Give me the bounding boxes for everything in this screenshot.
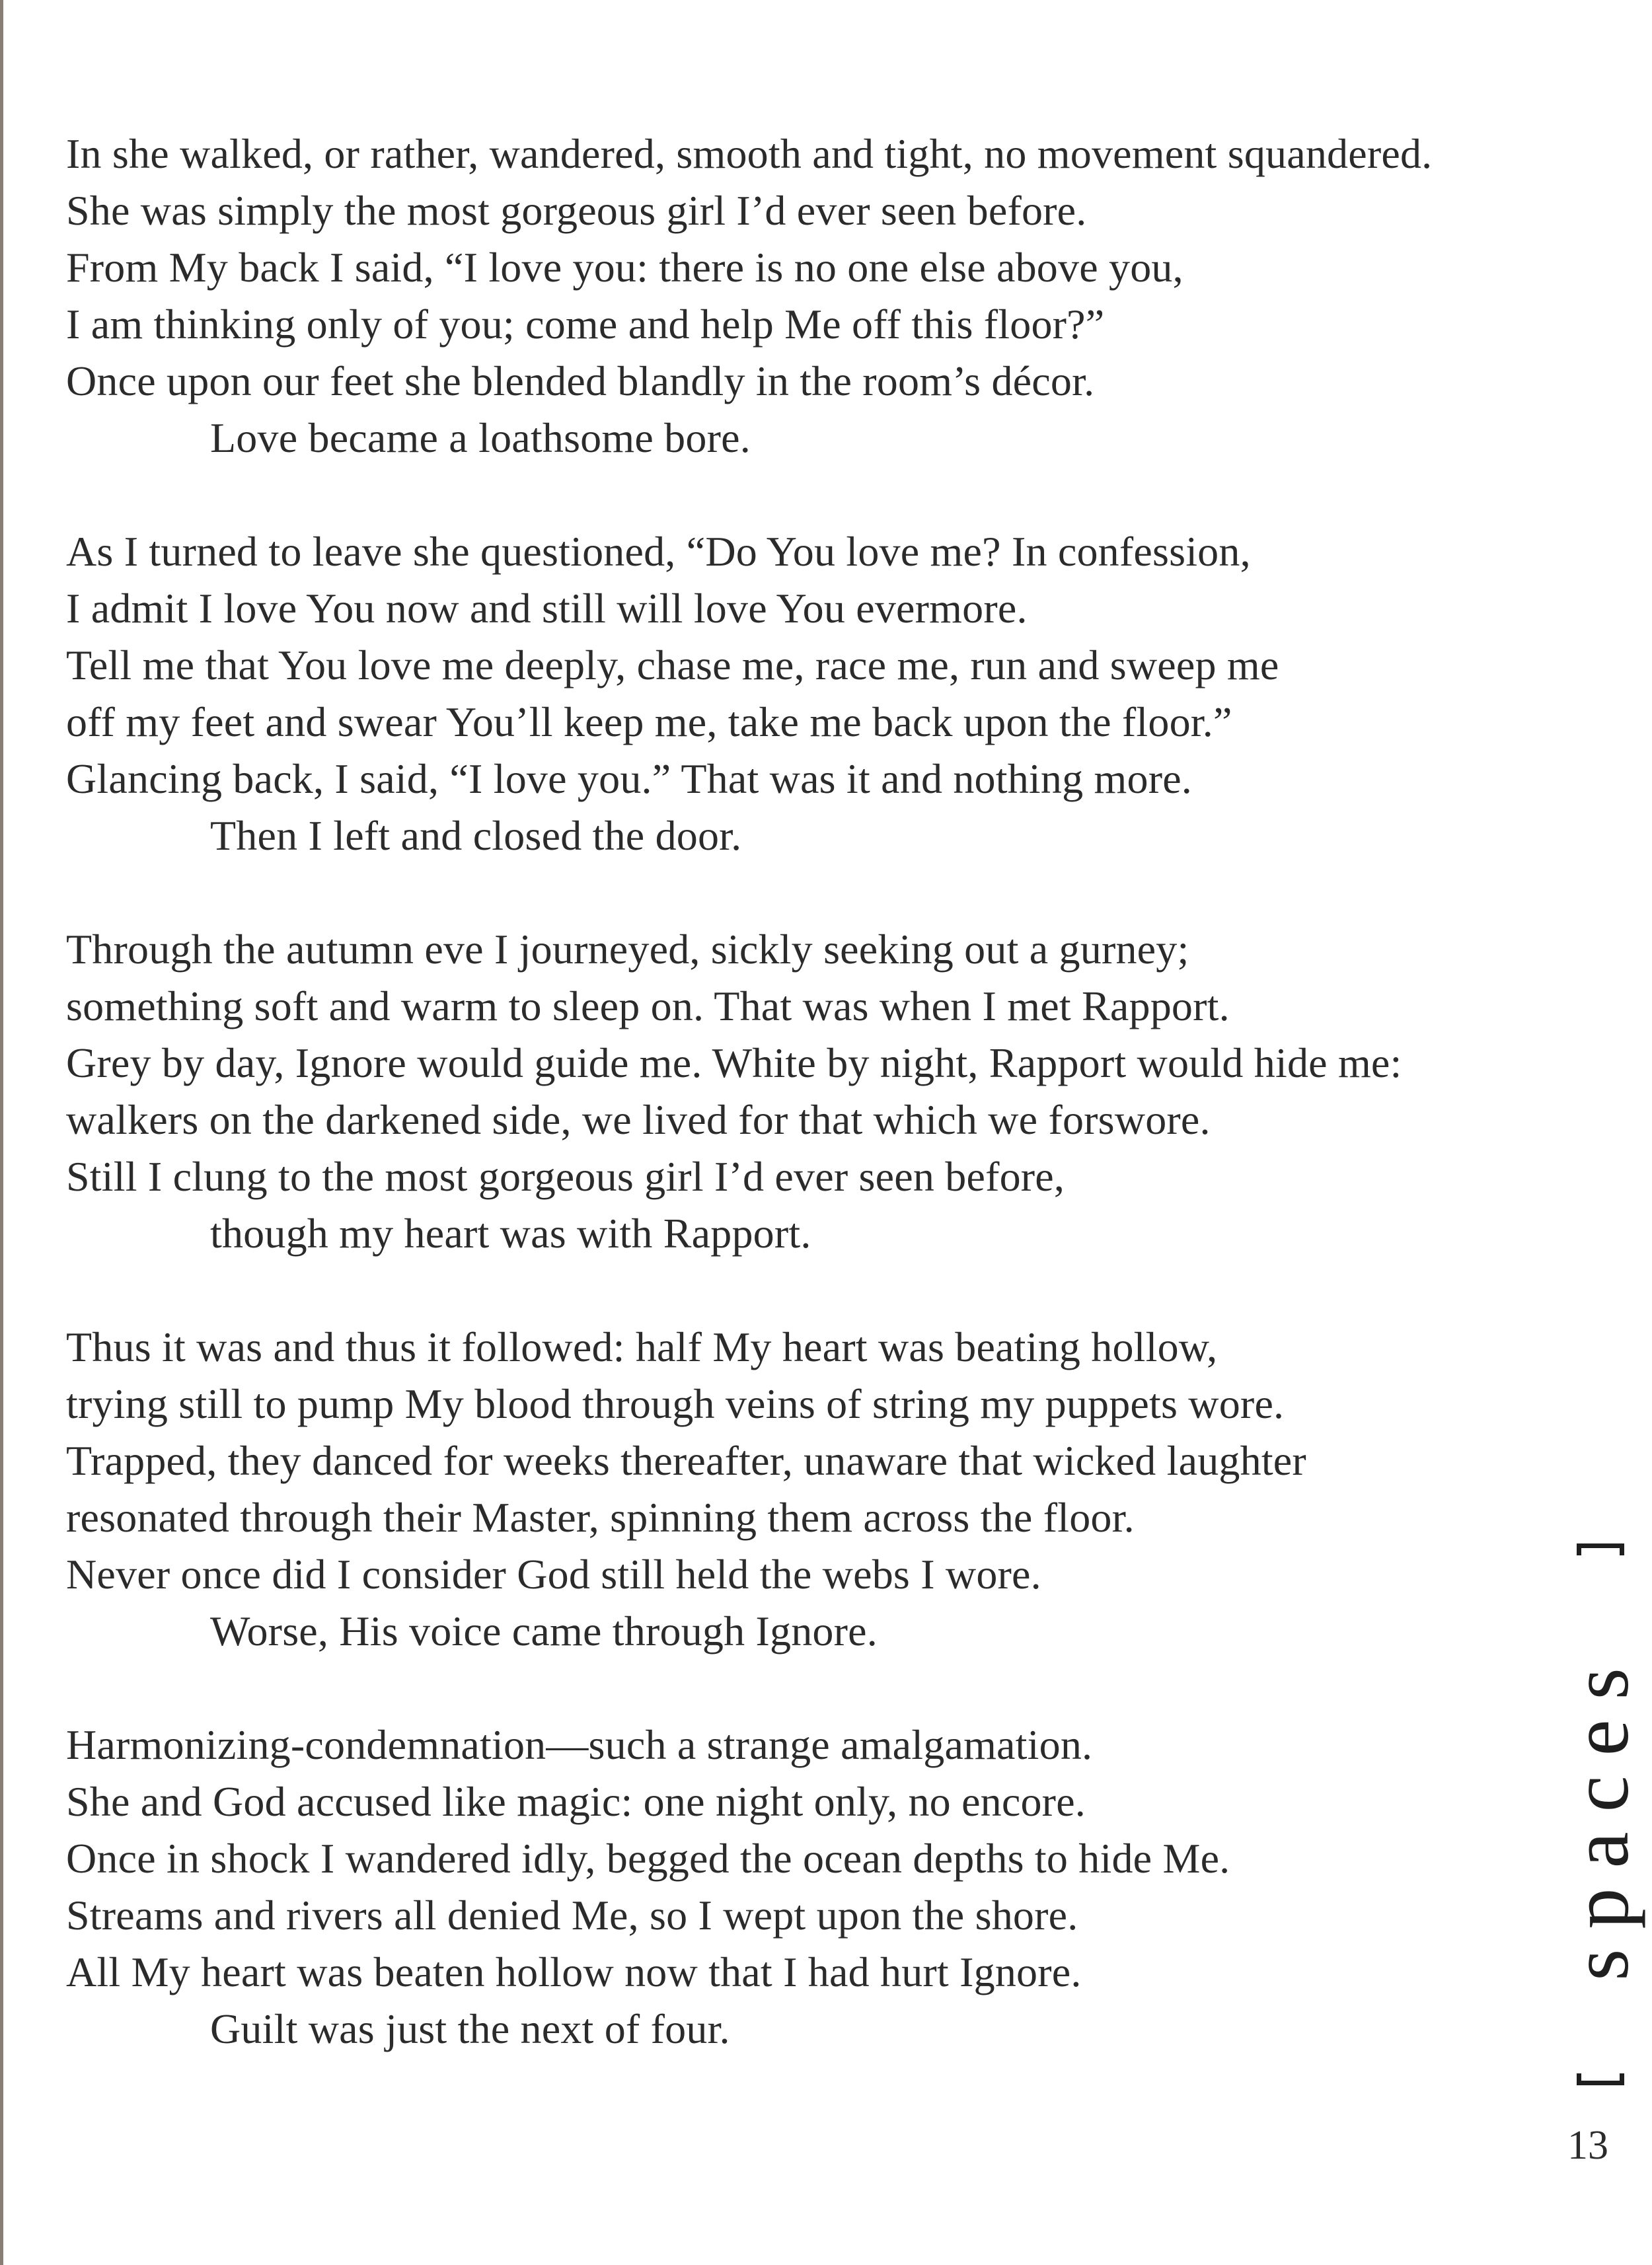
poem-line: As I turned to leave she questioned, “Do You love me? In confession, (66, 528, 1251, 575)
stanza-2 (66, 523, 1559, 864)
poem-line: resonated through their Master, spinning them across the floor. (66, 1494, 1135, 1541)
poem-line: I admit I love You now and still will love You evermore. (66, 585, 1028, 632)
stanza-1 (66, 126, 1559, 466)
poem-line: Once in shock I wandered idly, begged the ocean depths to hide Me. (66, 1835, 1230, 1882)
page-left-edge (0, 0, 3, 2265)
poem-refrain: Then I left and closed the door. (210, 812, 742, 859)
poem-line: trying still to pump My blood through veins of string my puppets wore. (66, 1380, 1285, 1427)
section-tab (1555, 1543, 1645, 2085)
poem-line: Harmonizing-condemnation—such a strange amalgamation. (66, 1721, 1093, 1768)
poem-line: something soft and warm to sleep on. That was when I met Rapport. (66, 983, 1230, 1029)
bracket-top (1577, 1543, 1624, 1555)
poem-line: She was simply the most gorgeous girl I’d ever seen before. (66, 187, 1087, 234)
poem-line: I am thinking only of you; come and help Me off this floor?” (66, 301, 1105, 348)
poem-body (66, 126, 1559, 2114)
poem-refrain: Guilt was just the next of four. (210, 2005, 730, 2052)
poem-refrain: though my heart was with Rapport. (210, 1210, 811, 1257)
poem-line: She and God accused like magic: one night only, no encore. (66, 1778, 1086, 1825)
poem-line: All My heart was beaten hollow now that I had hurt Ignore. (66, 1949, 1082, 1995)
stanza-3 (66, 921, 1559, 1262)
poem-line: Grey by day, Ignore would guide me. White by night, Rapport would hide me: (66, 1039, 1402, 1086)
stanza-5 (66, 1717, 1559, 2058)
poem-line: off my feet and swear You’ll keep me, take me back upon the floor.” (66, 698, 1232, 745)
poem-line: In she walked, or rather, wandered, smooth and tight, no movement squandered. (66, 130, 1433, 177)
poem-refrain: Worse, His voice came through Ignore. (210, 1608, 878, 1654)
poem-line: Glancing back, I said, “I love you.” That was it and nothing more. (66, 755, 1193, 802)
poem-line: Trapped, they danced for weeks thereafter, unaware that wicked laughter (66, 1437, 1306, 1484)
poem-line: Through the autumn eve I journeyed, sickly seeking out a gurney; (66, 926, 1189, 973)
poem-line: Still I clung to the most gorgeous girl I’d ever seen before, (66, 1153, 1065, 1200)
poem-line: Once upon our feet she blended blandly in the room’s décor. (66, 357, 1095, 404)
poem-refrain: Love became a loathsome bore. (210, 414, 751, 461)
stanza-4 (66, 1319, 1559, 1660)
poem-line: Never once did I consider God still held the webs I wore. (66, 1551, 1041, 1598)
poem-line: Thus it was and thus it followed: half My heart was beating hollow, (66, 1323, 1218, 1370)
page-number: 13 (1567, 2123, 1608, 2168)
poem-line: Tell me that You love me deeply, chase me, race me, run and sweep me (66, 642, 1279, 688)
poem-line: Streams and rivers all denied Me, so I wept upon the shore. (66, 1892, 1078, 1939)
section-tab-label: spaces (1555, 1648, 1645, 1981)
poem-line: walkers on the darkened side, we lived for that which we forswore. (66, 1096, 1211, 1143)
bracket-bottom (1577, 2073, 1624, 2085)
poem-line: From My back I said, “I love you: there is no one else above you, (66, 244, 1183, 291)
